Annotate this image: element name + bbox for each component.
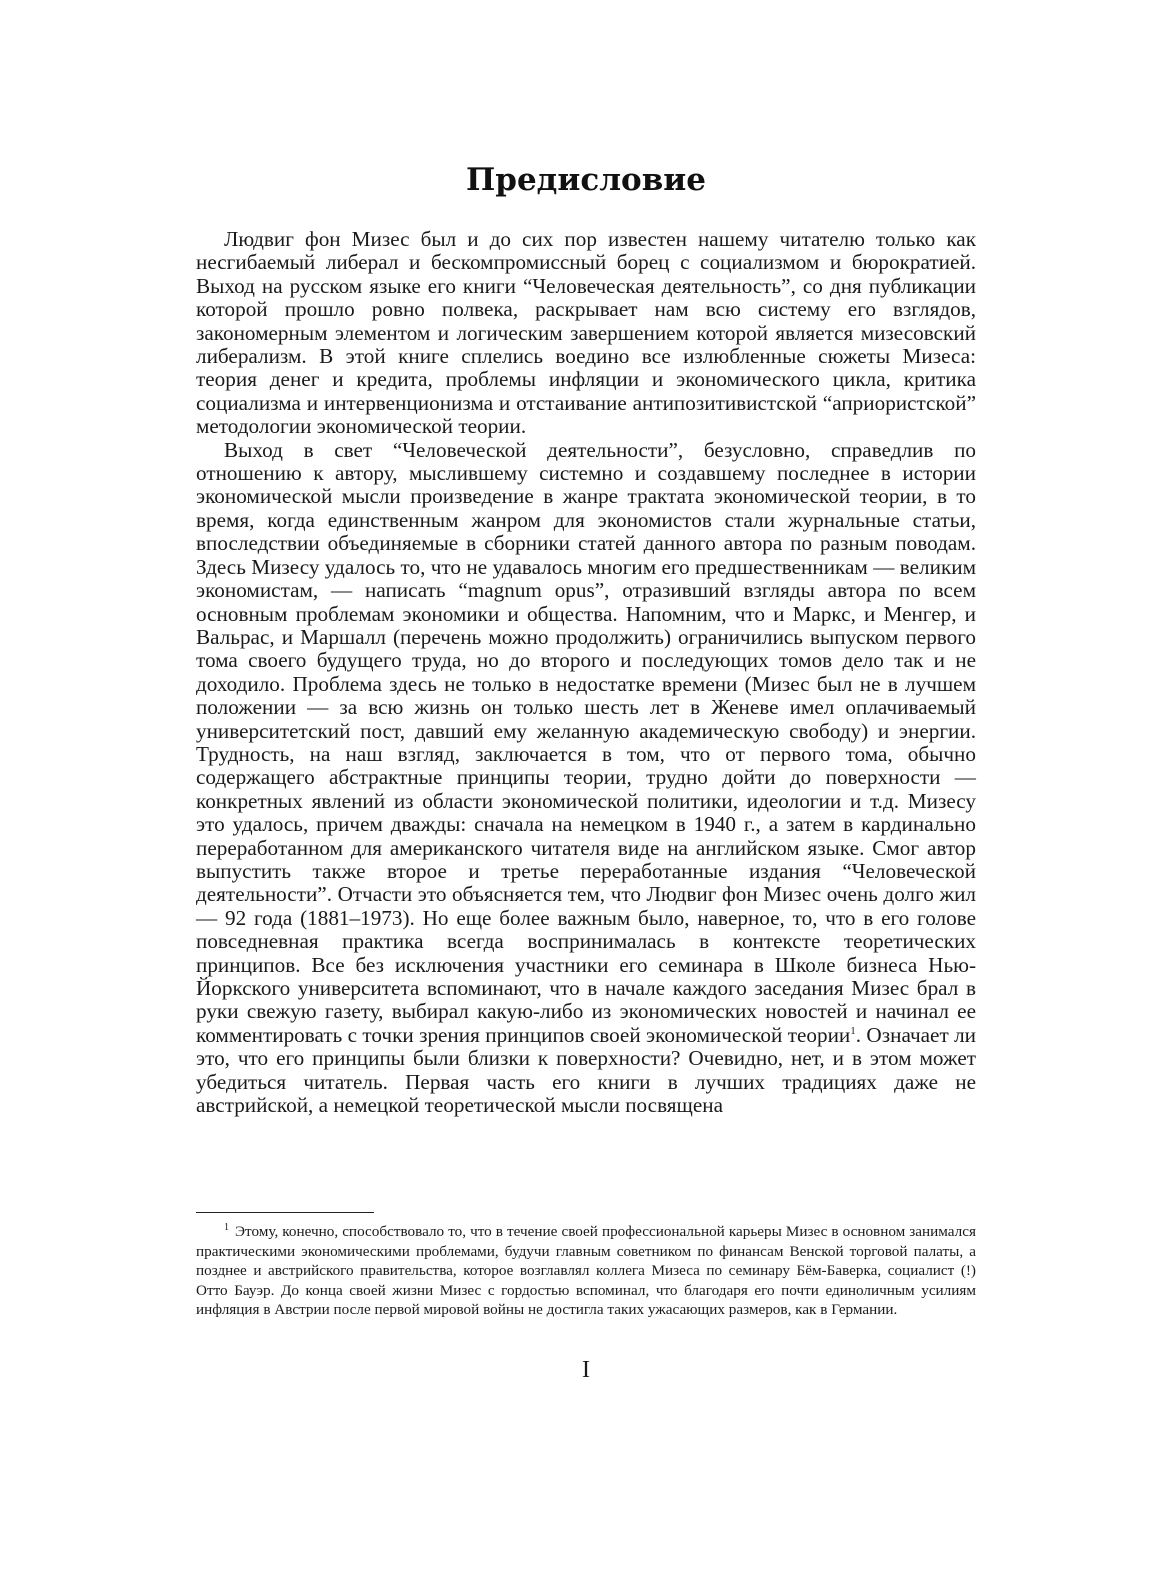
footnote-reference[interactable]: 1 (850, 1024, 856, 1037)
paragraph-2-text-after-ref: . Означает ли это, что его принципы были близки к поверхности? Очевидно, нет, и в этом может убедиться читатель. Первая часть его книги в лучших традициях даже не австрийской, а немецкой теоретической мысли посвящена (196, 1022, 976, 1118)
footnote-mark: 1 (224, 1221, 229, 1233)
paragraph-2-text-before-ref: Выход в свет “Человеческой деятельности”, безусловно, справедлив по отношению к автору, мыслившему системно и создавшему последнее в истории экономической мысли произведение в жанре трактата экономической теории, в то время, когда единственным жанром для экономистов стали журнальные статьи, впоследствии объединяемые в сборники статей данного автора по разным поводам. Здесь Мизесу удалось то, что не удавалось многим его предшественникам — великим экономистам, — написать “magnum opus”, отразивший взгляды автора по всем основным проблемам экономики и общества. Напомним, что и Маркс, и Менгер, и Вальрас, и Маршалл (перечень можно продолжить) ограничились выпуском первого тома своего будущего труда, но до второго и последующих томов дело так и не доходило. Проблема здесь не только в недостатке времени (Мизес был не в лучшем положении — за всю жизнь он только шесть лет в Женеве имел оплачиваемый университетский пост, давший ему желанную академическую свободу) и энергии. Трудность, на наш взгляд, заключается в том, что от первого тома, обычно содержащего абстрактные принципы теории, трудно дойти до поверхности — конкретных явлений из области экономической политики, идеологии и т.д. Мизесу это удалось, причем дважды: сначала на немецком в 1940 г., а затем в кардинально переработанном для американского читателя виде на английском языке. Смог автор выпустить также второе и третье переработанные издания “Человеческой деятельности”. Отчасти это объясняется тем, что Людвиг фон Мизес очень долго жил — 92 года (1881–1973). Но еще более важным было, наверное, то, что в его голове повседневная практика всегда воспринималась в контексте теоретических принципов. Все без исключения участники его семинара в Школе бизнеса Нью-Йоркского университета вспоминают, что в начале каждого заседания Мизес брал в руки свежую газету, выбирал какую-либо из экономических новостей и начинал ее комментировать с точки зрения принципов своей экономической теории (196, 437, 976, 1047)
page-number: I (582, 1357, 590, 1383)
body-text (196, 228, 976, 1117)
footnote-divider (196, 1212, 374, 1213)
footnote-text: Этому, конечно, способствовало то, что в течение своей профессиональной карьеры Мизес в основном занимался практическими экономическими проблемами, будучи главным советником по финансам Венской торговой палаты, а позднее и австрийского правительства, которое возглавлял коллега Мизеса по семинару Бём-Баверка, социалист (!) Отто Бауэр. До конца своей жизни Мизес с гордостью вспоминал, что благодаря его почти единоличным усилиям инфляция в Австрии после первой мировой войны не достигла таких ужасающих размеров, как в Германии. (196, 1223, 976, 1318)
paragraph-2 (196, 439, 976, 1118)
page-title: Предисловие (466, 162, 706, 198)
paragraph-1-text: Людвиг фон Мизес был и до сих пор известен нашему читателю только как несгибаемый либерал и бескомпромиссный борец с социализмом и бюрократией. Выход на русском языке его книги “Человеческая деятельность”, со дня публикации которой прошло ровно полвека, раскрывает нам всю систему его взглядов, закономерным элементом и логическим завершением которой является мизесовский либерализм. В этой книге сплелись воедино все излюбленные сюжеты Мизеса: теория денег и кредита, проблемы инфляции и экономического цикла, критика социализма и интервенционизма и отстаивание антипозитивистской “априористской” методологии экономической теории. (196, 227, 976, 439)
footnote (196, 1222, 976, 1320)
paragraph-1 (196, 228, 976, 439)
